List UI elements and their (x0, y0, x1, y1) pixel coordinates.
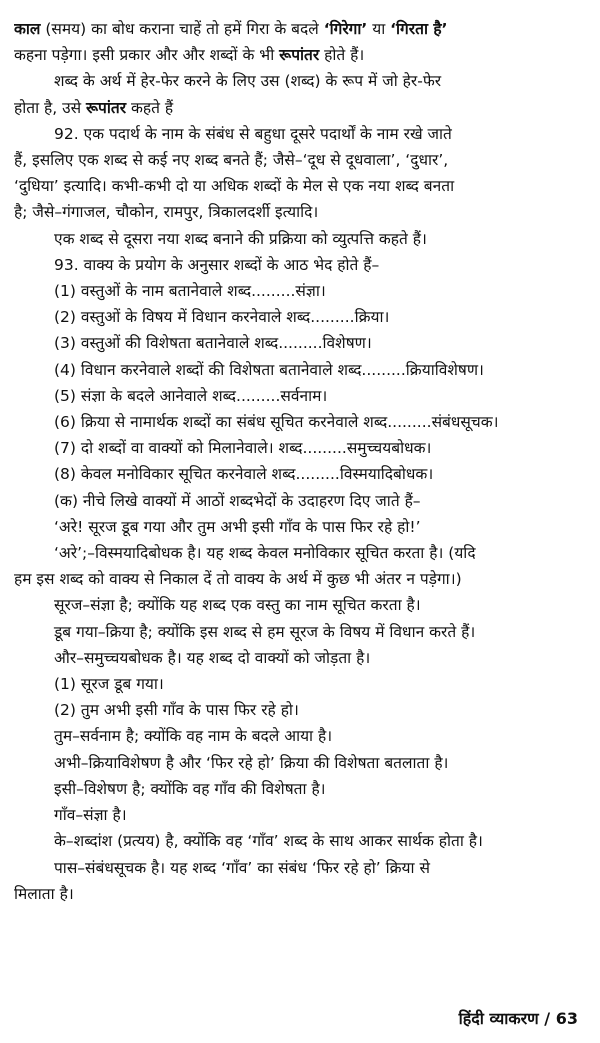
bold-term: ‘गिरेगा’ (323, 20, 368, 38)
text-segment: इसी–विशेषण है; क्योंकि वह गाँव की विशेषता है। (54, 779, 326, 798)
text-line (14, 68, 586, 94)
text-segment: या (367, 20, 391, 38)
text-segment: (2) वस्तुओं के विषय में विधान करनेवाले शब्द.........क्रिया। (54, 308, 390, 327)
text-line (14, 802, 586, 828)
text-segment: (8) केवल मनोविकार सूचित करनेवाले शब्द.........विस्मयादिबोधक। (54, 465, 434, 484)
text-line (14, 409, 586, 435)
text-segment: (3) वस्तुओं की विशेषता बतानेवाले शब्द.........विशेषण। (54, 334, 372, 353)
text-segment: एक शब्द से दूसरा नया शब्द बनाने की प्रक्रिया को व्युत्पत्ति कहते हैं। (54, 229, 427, 248)
text-segment: पास–संबंधसूचक है। यह शब्द ‘गाँव’ का संबंध ‘फिर रहे हो’ क्रिया से (54, 858, 430, 877)
text-line (14, 304, 586, 330)
text-segment: होते हैं। (319, 46, 365, 65)
text-segment: (4) विधान करनेवाले शब्दों की विशेषता बतानेवाले शब्द.........क्रियाविशेषण। (54, 360, 484, 379)
text-segment: कहना पड़ेगा। इसी प्रकार और और शब्दों के भी (14, 46, 280, 65)
text-line (14, 723, 586, 749)
text-line (14, 383, 586, 409)
text-line (14, 697, 586, 723)
text-line (14, 671, 586, 697)
text-segment: और–समुच्चयबोधक है। यह शब्द दो वाक्यों को जोड़ता है। (54, 648, 371, 667)
bold-term: काल (14, 20, 41, 38)
text-segment: (5) संज्ञा के बदले आनेवाले शब्द.........सर्वनाम। (54, 386, 328, 405)
text-segment: हैं, इसलिए एक शब्द से कई नए शब्द बनते हैं; जैसे–‘दूध से दूधवाला’, ‘दुधार’, (14, 151, 449, 170)
text-segment: हम इस शब्द को वाक्य से निकाल दें तो वाक्य के अर्थ में कुछ भी अंतर न पड़ेगा।) (14, 570, 462, 589)
text-line (14, 619, 586, 645)
text-segment: (1) वस्तुओं के नाम बतानेवाले शब्द.........संज्ञा। (54, 282, 326, 301)
bold-term: रूपांतर (86, 98, 127, 117)
text-segment: ‘दुधिया’ इत्यादि। कभी-कभी दो या अधिक शब्दों के मेल से एक नया शब्द बनता (14, 177, 455, 196)
text-segment: तुम–सर्वनाम है; क्योंकि वह नाम के बदले आया है। (54, 727, 333, 746)
text-line (14, 42, 586, 68)
text-line (14, 252, 586, 278)
text-segment: सूरज–संज्ञा है; क्योंकि यह शब्द एक वस्तु का नाम सूचित करता है। (54, 596, 421, 615)
text-segment: अभी–क्रियाविशेषण है और ‘फिर रहे हो’ क्रिया की विशेषता बतलाता है। (54, 753, 449, 772)
text-segment: ‘अरे’;–विस्मयादिबोधक है। यह शब्द केवल मनोविकार सूचित करता है। (यदि (54, 544, 476, 563)
text-line (14, 278, 586, 304)
text-line (14, 488, 586, 514)
text-segment: 92. एक पदार्थ के नाम के संबंध से बहुधा दूसरे पदार्थों के नाम रखे जाते (54, 124, 452, 143)
text-line (14, 147, 586, 173)
text-line (14, 226, 586, 252)
text-line (14, 435, 586, 461)
text-line (14, 199, 586, 225)
text-line (14, 121, 586, 147)
text-line (14, 357, 586, 383)
page-footer: हिंदी व्याकरण / 63 (458, 1009, 578, 1028)
text-line (14, 828, 586, 854)
text-line (14, 330, 586, 356)
bold-term: ‘गिरता है’ (390, 20, 448, 38)
text-line (14, 645, 586, 671)
text-segment: होता है, उसे (14, 98, 87, 117)
text-segment: के–शब्दांश (प्रत्यय) है, क्योंकि वह ‘गाँव’ शब्द के साथ आकर सार्थक होता है। (54, 832, 483, 851)
text-line (14, 750, 586, 776)
text-line (14, 540, 586, 566)
text-line (14, 592, 586, 618)
text-line (14, 855, 586, 881)
text-line (14, 173, 586, 199)
text-line (14, 776, 586, 802)
text-segment: (7) दो शब्दों वा वाक्यों को मिलानेवाले। शब्द.........समुच्चयबोधक। (54, 439, 432, 458)
bold-term: रूपांतर (279, 46, 320, 65)
text-segment: गाँव–संज्ञा है। (54, 806, 127, 825)
text-segment: (1) सूरज डूब गया। (54, 675, 164, 694)
text-segment: (समय) का बोध कराना चाहें तो हमें गिरा के बदले (40, 20, 324, 38)
body-text (14, 16, 586, 907)
text-line (14, 16, 586, 42)
text-segment: (6) क्रिया से नामार्थक शब्दों का संबंध सूचित करनेवाले शब्द.........संबंधसूचक। (54, 413, 499, 432)
text-line (14, 514, 586, 540)
text-line (14, 881, 586, 907)
text-segment: मिलाता है। (14, 884, 74, 903)
text-segment: (2) तुम अभी इसी गाँव के पास फिर रहे हो। (54, 701, 299, 720)
text-line (14, 461, 586, 487)
text-segment: कहते हैं (126, 98, 174, 117)
text-segment: शब्द के अर्थ में हेर-फेर करने के लिए उस (शब्द) के रूप में जो हेर-फेर (54, 72, 442, 91)
text-line (14, 566, 586, 592)
text-segment: 93. वाक्य के प्रयोग के अनुसार शब्दों के आठ भेद होते हैं– (54, 255, 380, 274)
text-segment: डूब गया–क्रिया है; क्योंकि इस शब्द से हम सूरज के विषय में विधान करते हैं। (54, 622, 476, 641)
text-segment: ‘अरे! सूरज डूब गया और तुम अभी इसी गाँव के पास फिर रहे हो!’ (54, 517, 421, 536)
text-line (14, 95, 586, 121)
text-segment: (क) नीचे लिखे वाक्यों में आठों शब्दभेदों के उदाहरण दिए जाते हैं– (54, 491, 421, 510)
text-segment: है; जैसे–गंगाजल, चौकोन, रामपुर, त्रिकालदर्शी इत्यादि। (14, 203, 319, 222)
